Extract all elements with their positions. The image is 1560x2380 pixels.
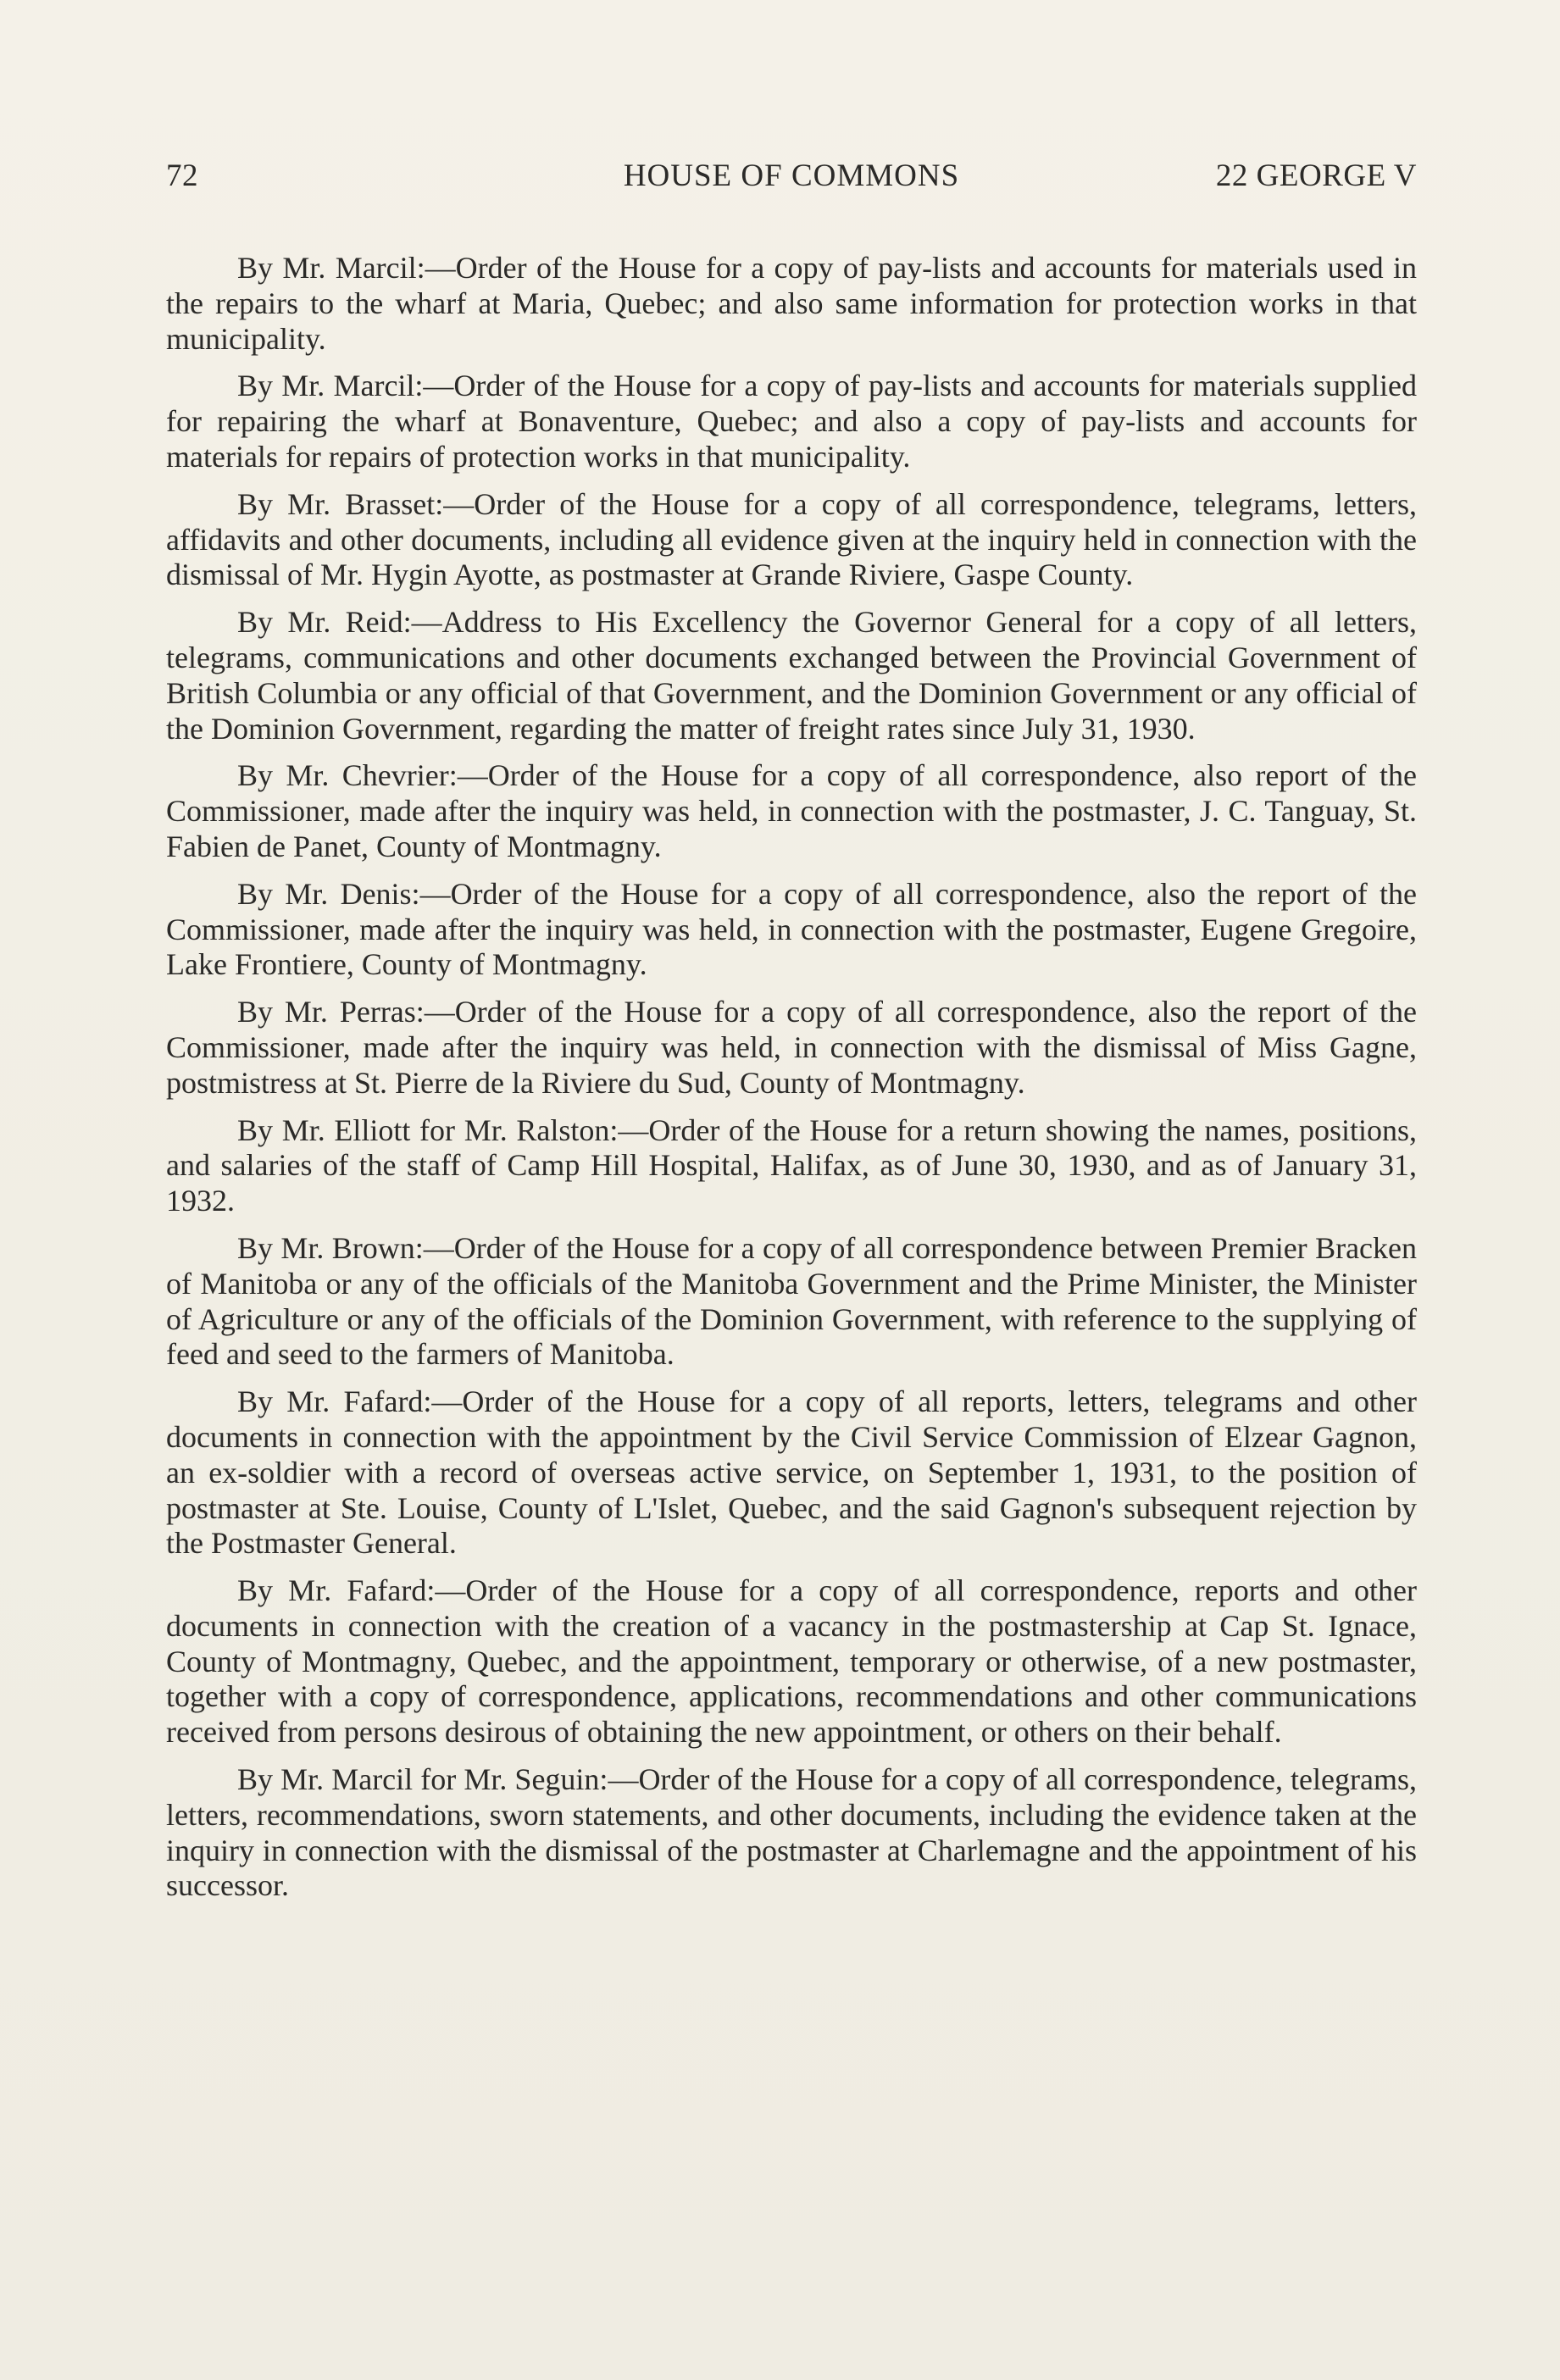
order-entry: By Mr. Denis:—Order of the House for a copy of all correspondence, also the report of the Commissioner, made after the inquiry was held, in connection with the postmaster, Eugene Gregoire, Lake Frontiere, County of Montmagny. — [166, 876, 1417, 982]
order-entry: By Mr. Reid:—Address to His Excellency the Governor General for a copy of all letters, telegrams, communications and other documents exchanged between the Provincial Government of British Columbia or any official of that Government, and the Dominion Government or any official of the Dominion Government, regarding the matter of freight rates since July 31, 1930. — [166, 605, 1417, 746]
order-entry: By Mr. Brown:—Order of the House for a copy of all correspondence between Premier Bracken of Manitoba or any of the officials of the Manitoba Government and the Prime Minister, the Minister of Agriculture or any of the officials of the Dominion Government, with reference to the supplying of feed and seed to the farmers of Manitoba. — [166, 1230, 1417, 1372]
order-entry: By Mr. Elliott for Mr. Ralston:—Order of the House for a return showing the names, positions, and salaries of the staff of Camp Hill Hospital, Halifax, as of June 30, 1930, and as of January 31, 1932. — [166, 1112, 1417, 1218]
order-entry: By Mr. Fafard:—Order of the House for a copy of all correspondence, reports and other documents in connection with the creation of a vacancy in the postmastership at Cap St. Ignace, County of Montmagny, Quebec, and the appointment, temporary or otherwise, of a new postmaster, together with a copy of correspondence, applications, recommendations and other communications received from persons desirous of obtaining the new appointment, or others on their behalf. — [166, 1573, 1417, 1750]
order-entry: By Mr. Marcil for Mr. Seguin:—Order of the House for a copy of all correspondence, telegrams, letters, recommendations, sworn statements, and other documents, including the evidence taken at the inquiry in connection with the dismissal of the postmaster at Charlemagne and the appointment of his successor. — [166, 1762, 1417, 1903]
regnal-year: 22 GEORGE V — [1215, 158, 1417, 193]
order-entry: By Mr. Brasset:—Order of the House for a copy of all correspondence, telegrams, letters, affidavits and other documents, including all evidence given at the inquiry held in connection with the dismissal of Mr. Hygin Ayotte, as postmaster at Grande Riviere, Gaspe County. — [166, 486, 1417, 592]
running-title: HOUSE OF COMMONS — [623, 158, 960, 193]
order-list — [166, 251, 1417, 1916]
order-entry: By Mr. Perras:—Order of the House for a copy of all correspondence, also the report of the Commissioner, made after the inquiry was held, in connection with the dismissal of Miss Gagne, postmistress at St. Pierre de la Riviere du Sud, County of Montmagny. — [166, 995, 1417, 1100]
order-entry: By Mr. Fafard:—Order of the House for a copy of all reports, letters, telegrams and other documents in connection with the appointment by the Civil Service Commission of Elzear Gagnon, an ex-soldier with a record of overseas active service, on September 1, 1931, to the position of postmaster at Ste. Louise, County of L'Islet, Quebec, and the said Gagnon's subsequent rejection by the Postmaster General. — [166, 1384, 1417, 1561]
page-header — [166, 158, 1417, 208]
order-entry: By Mr. Marcil:—Order of the House for a copy of pay-lists and accounts for materials supplied for repairing the wharf at Bonaventure, Quebec; and also a copy of pay-lists and accounts for materials for repairs of protection works in that municipality. — [166, 369, 1417, 474]
order-entry: By Mr. Chevrier:—Order of the House for a copy of all correspondence, also report of the Commissioner, made after the inquiry was held, in connection with the postmaster, J. C. Tanguay, St. Fabien de Panet, County of Montmagny. — [166, 758, 1417, 863]
page-number: 72 — [166, 158, 198, 193]
order-entry: By Mr. Marcil:—Order of the House for a copy of pay-lists and accounts for materials used in the repairs to the wharf at Maria, Quebec; and also same information for protection works in that municipality. — [166, 251, 1417, 356]
